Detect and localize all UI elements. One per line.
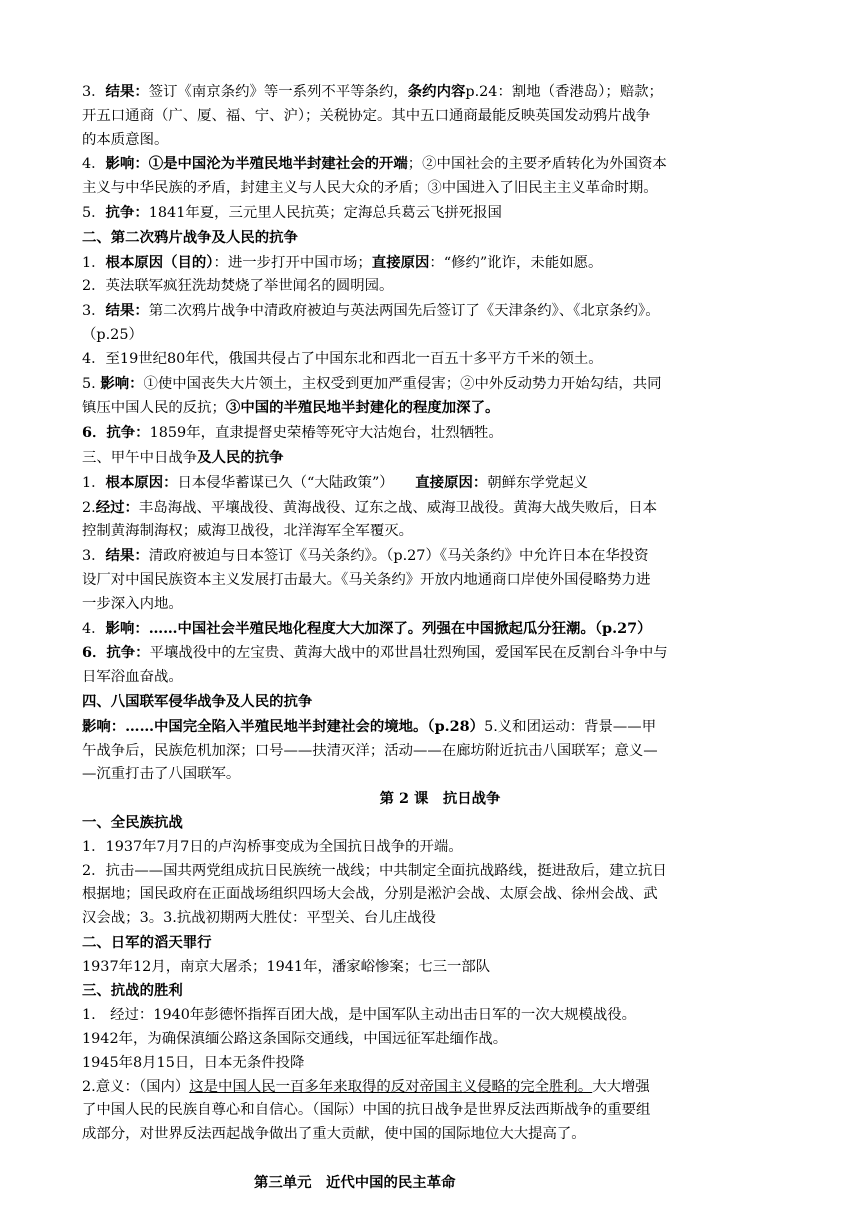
text-line (82, 152, 798, 177)
bold-text: 6．抗争： (82, 644, 150, 662)
text-line (82, 931, 798, 956)
text-run: （p.25） (82, 326, 143, 343)
text-line (82, 690, 798, 715)
bold-text: 三、抗战的胜利 (82, 982, 183, 1000)
text-run: 开五口通商（广、厦、福、宁、沪）；关税协定。其中五口通商最能反映英国发动鸦片战争 (82, 107, 651, 124)
text-run: 5. (82, 375, 101, 392)
text-run: 1945年8月15日，日本无条件投降 (82, 1054, 305, 1071)
bold-text: 经过： (95, 498, 139, 516)
lesson-title: 第 2 课 抗日战争 (379, 790, 501, 808)
section-anti-japanese-war (82, 811, 798, 1147)
text-line (82, 372, 798, 397)
text-run: ：进一步打开中国市场； (213, 254, 372, 271)
text-run: 4．至19世纪80年代，俄国共侵占了中国东北和西北一百五十多平方千米的领土。 (82, 350, 603, 367)
text-run: 5.义和团运动：背景——甲 (484, 718, 657, 735)
text-run: 4． (82, 620, 106, 637)
text-line (82, 520, 798, 544)
text-run: 控制黄海制海权；威海卫战役，北洋海军全军覆灭。 (82, 523, 413, 540)
text-line (82, 275, 798, 299)
text-line (82, 1099, 798, 1123)
text-line (82, 1123, 798, 1147)
bold-text: 四、八国联军侵华战争及人民的抗争 (82, 692, 313, 710)
text-run: 2．英法联军疯狂洗劫焚烧了举世闻名的圆明园。 (82, 278, 394, 295)
text-line (82, 544, 798, 569)
bold-text: 抗争： (105, 203, 149, 221)
text-run: 1． (82, 474, 106, 491)
text-line (82, 348, 798, 372)
text-run: 1. 经过：1940年彭德怀指挥百团大战，是中国军队主动出击日军的一次大规模战役。 (82, 1007, 637, 1024)
bold-text: 条约内容 (407, 83, 466, 100)
text-run: 清政府被迫与日本签订《马关条约》。（p.27）《马关条约》中允许日本在华投资 (148, 548, 649, 565)
text-line (82, 715, 798, 740)
bold-text: 二、第二次鸦片战争及人民的抗争 (82, 228, 298, 246)
text-line (82, 80, 798, 105)
text-run: 3． (82, 548, 106, 565)
text-run: 2. (82, 499, 96, 516)
text-line (82, 226, 798, 251)
text-run: 汉会战；3。3.抗战初期两大胜仗：平型关、台儿庄战役 (82, 910, 436, 927)
text-run: 1937年12月，南京大屠杀；1941年，潘家峪惨案；七三一部队 (82, 958, 491, 975)
text-line (82, 446, 798, 471)
text-line (82, 836, 798, 860)
bold-text: 直接原因： (415, 473, 488, 491)
text-line (82, 593, 798, 617)
text-run: 日军浴血奋战。 (82, 669, 183, 686)
bold-text: 及人民的抗争 (197, 448, 284, 466)
text-line (82, 177, 798, 201)
bold-text: 6．抗争： (82, 424, 150, 442)
bold-text: 根本原因： (105, 473, 178, 491)
text-run: 1841年夏，三元里人民抗英；定海总兵葛云飞拼死报国 (148, 204, 502, 221)
text-run: 2．抗击——国共两党组成抗日民族统一战线；中共制定全面抗战路线，挺进敌后，建立抗日 (82, 862, 667, 879)
text-line (82, 569, 798, 593)
text-line (82, 201, 798, 226)
text-line (82, 396, 798, 421)
section-first-lesson-notes (82, 80, 798, 787)
text-run: 根据地；国民政府在正面战场组织四场大会战，分别是淞沪会战、太原会战、徐州会战、武 (82, 886, 658, 903)
text-run: —沉重打击了八国联军。 (82, 766, 241, 783)
text-run: ；②中国社会的主要矛盾转化为外国资本 (407, 156, 667, 173)
bold-text: 结果： (105, 302, 149, 320)
text-line (82, 471, 798, 496)
text-line (82, 129, 798, 153)
bold-text: 一、全民族抗战 (82, 813, 183, 831)
text-line (82, 1004, 798, 1028)
text-line (82, 907, 798, 931)
bold-text: 影响：①是中国沦为半殖民地半封建社会的开端 (105, 155, 408, 173)
text-run: 3． (82, 84, 106, 100)
text-line (82, 860, 798, 884)
text-run: 三、甲午中日战争 (82, 449, 198, 466)
text-line (82, 740, 798, 764)
text-line (82, 641, 798, 666)
text-line (82, 299, 798, 324)
bold-text: 结果： (105, 547, 149, 565)
unit-title: 第三单元 近代中国的民主革命 (254, 1174, 456, 1192)
bold-text: 影响： (100, 374, 144, 392)
text-run: 设厂对中国民族资本主义发展打击最大。《马关条约》开放内地通商口岸使外国侵略势力进 (82, 571, 651, 588)
text-run: p.24：割地（香港岛）；赔款； (465, 84, 663, 100)
text-line (82, 763, 798, 787)
text-line (82, 1076, 798, 1100)
bold-text: 二、日军的滔天罪行 (82, 933, 212, 951)
text-run: 3． (82, 303, 106, 320)
bold-text: ③中国的半殖民地半封建化的程度加深了。 (225, 399, 500, 417)
text-line (82, 324, 798, 348)
text-run: 1．1937年7月7日的卢沟桥事变成为全国抗日战争的开端。 (82, 838, 463, 855)
text-line (82, 421, 798, 446)
bold-text: 结果： (105, 83, 149, 100)
text-run: 签订《南京条约》等一系列不平等条约， (148, 84, 408, 100)
text-run: 1． (82, 254, 106, 271)
text-line (82, 251, 798, 276)
text-run: 镇压中国人民的反抗； (82, 400, 226, 417)
text-line (82, 883, 798, 907)
text-run: 丰岛海战、平壤战役、黄海战役、辽东之战、威海卫战役。黄海大战失败后，日本 (138, 499, 657, 516)
bold-text: 根本原因（目的） (105, 253, 214, 271)
text-run: 日本侵华蓄谋已久（“大陆政策”） (177, 474, 416, 491)
text-line (82, 496, 798, 521)
text-line (82, 811, 798, 836)
text-line (82, 1052, 798, 1076)
underlined-text: 这是中国人民一百多年来取得的反对帝国主义侵略的完全胜利。 (189, 1078, 593, 1095)
bold-text: 影响：……中国完全陷入半殖民地半封建社会的境地。（p.28） (82, 717, 485, 735)
text-run: 午战争后，民族危机加深；口号——扶清灭洋；活动——在廊坊附近抗击八国联军；意义— (82, 742, 658, 759)
text-run: ：“修约”讹诈，未能如愿。 (429, 254, 603, 271)
text-line (82, 617, 798, 642)
text-run: 朝鲜东学党起义 (487, 474, 588, 491)
text-run: 1859年，直隶提督史荣椿等死守大沽炮台，壮烈牺牲。 (149, 425, 503, 442)
text-line (82, 105, 798, 129)
text-run: 成部分，对世界反法西起战争做出了重大贡献，使中国的国际地位大大提高了。 (82, 1126, 586, 1143)
text-run: 主义与中华民族的矛盾，封建主义与人民大众的矛盾；③中国进入了旧民主主义革命时期。 (82, 180, 658, 197)
text-run: 平壤战役中的左宝贵、黄海大战中的邓世昌壮烈殉国，爱国军民在反割台斗争中与 (149, 645, 668, 662)
bold-text: 直接原因 (371, 253, 430, 271)
text-line (82, 1028, 798, 1052)
text-run: 大大增强 (592, 1078, 650, 1095)
text-line (82, 666, 798, 690)
text-run: 了中国人民的民族自尊心和自信心。（国际）中国的抗日战争是世界反法西斯战争的重要组 (82, 1102, 651, 1119)
text-run: 5． (82, 204, 106, 221)
text-run: 4． (82, 156, 106, 173)
text-run: ①使中国丧失大片领土，主权受到更加严重侵害；②中外反动势力开始勾结，共同 (143, 375, 662, 392)
text-line (82, 956, 798, 980)
text-run: 一步深入内地。 (82, 595, 183, 612)
text-line (82, 979, 798, 1004)
text-run: 1942年，为确保滇缅公路这条国际交通线，中国远征军赴缅作战。 (82, 1031, 508, 1048)
text-run: 的本质意图。 (82, 131, 169, 148)
bold-text: 影响：……中国社会半殖民地化程度大大加深了。列强在中国掀起瓜分狂潮。（p.27） (105, 619, 652, 637)
text-run: 2.意义：（国内） (82, 1078, 190, 1095)
text-run: 第二次鸦片战争中清政府被迫与英法两国先后签订了《天津条约》、《北京条约》。 (148, 303, 660, 320)
